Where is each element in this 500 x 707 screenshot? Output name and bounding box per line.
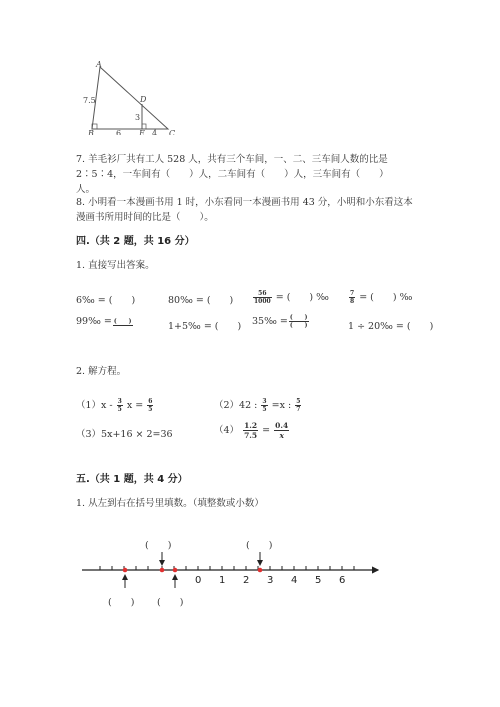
answer-56-over-1000 xyxy=(252,289,329,305)
equation-1 xyxy=(76,397,154,413)
label-c: C xyxy=(169,129,176,135)
answer-99-permil xyxy=(76,316,134,327)
fraction-numerator: 3 xyxy=(117,398,122,405)
fraction-numerator: 3 xyxy=(262,398,267,405)
section-4-q2-title: 2. 解方程。 xyxy=(76,366,127,377)
point-marker-3 xyxy=(173,568,178,573)
blank-top-2: ( ) xyxy=(246,540,273,551)
answer-1-div-20-permil: 1 ÷ 20‰ = ( ) xyxy=(348,321,434,332)
label-a: A xyxy=(96,60,102,69)
fraction-numerator-blank: ( ) xyxy=(113,317,132,325)
equation-mid: x = xyxy=(126,400,144,411)
section-5-title: 五.（共 1 题，共 4 分） xyxy=(76,474,188,485)
blank-bottom-1: ( ) xyxy=(108,597,135,608)
tick-label-6: 6 xyxy=(339,575,346,586)
equation-head: （4） xyxy=(214,425,240,436)
answer-head: 99‰ = xyxy=(76,316,112,327)
fraction-denominator: x xyxy=(279,431,284,440)
fraction-numerator: 5 xyxy=(296,398,301,405)
equation-3: （3）5x+16 × 2=36 xyxy=(76,429,173,440)
question-7-line3: 人。 xyxy=(76,184,96,195)
equation-4 xyxy=(214,421,290,440)
label-d: D xyxy=(140,95,147,104)
fraction-numerator: 0.4 xyxy=(275,421,289,430)
blank-bottom-2: ( ) xyxy=(157,597,184,608)
answer-7-over-8 xyxy=(348,289,412,305)
fraction-denominator-blank: ( ) xyxy=(289,322,308,329)
answer-6-permil: 6‰ = ( ) xyxy=(76,295,136,306)
equation-mid: = xyxy=(262,425,271,436)
tick-label-0: 0 xyxy=(195,575,202,586)
triangle-outline xyxy=(92,67,168,129)
triangle-diagram xyxy=(80,55,180,135)
question-7-line2: 2∶5∶4，一车间有（ ）人，二车间有（ ）人，三车间有（ ） xyxy=(76,169,389,180)
triangle-figure xyxy=(80,55,180,138)
fraction-denominator: 8 xyxy=(350,298,355,305)
label-e: E xyxy=(139,129,145,135)
answer-head: 35‰ = xyxy=(252,316,288,327)
question-7 xyxy=(76,152,389,197)
length-be: 6 xyxy=(116,129,122,135)
fraction-denominator: 1000 xyxy=(254,298,271,305)
point-marker-4 xyxy=(258,568,263,573)
fraction-denominator: 5 xyxy=(148,406,153,413)
tick-label-2: 2 xyxy=(243,575,250,586)
fraction-denominator: 7 xyxy=(296,406,301,413)
length-ec: 4 xyxy=(152,129,158,135)
fraction-denominator: 5 xyxy=(262,406,267,413)
equation-mid: =x : xyxy=(271,400,292,411)
fraction-numerator: 7 xyxy=(350,290,355,297)
fraction-denominator: 5 xyxy=(117,406,122,413)
length-de: 3 xyxy=(135,113,141,122)
tick-label-4: 4 xyxy=(291,575,298,586)
question-8 xyxy=(76,195,413,225)
length-ab: 7.5 xyxy=(83,96,96,105)
question-8-line2: 漫画书所用时间的比是（ ）。 xyxy=(76,212,214,223)
tick-label-3: 3 xyxy=(267,575,274,586)
answer-tail: = ( ) ‰ xyxy=(272,292,329,303)
equation-head: （2）42 : xyxy=(214,400,258,411)
tick-label-1: 1 xyxy=(219,575,226,586)
blank-top-1: ( ) xyxy=(145,540,172,551)
question-7-line1: 7. 羊毛衫厂共有工人 528 人，共有三个车间，一、二、三车间人数的比是 xyxy=(76,154,388,165)
equation-head: （1）x - xyxy=(76,400,113,411)
point-marker-2 xyxy=(160,568,165,573)
fraction-numerator-blank: ( ) xyxy=(289,314,308,321)
answer-tail: = ( ) ‰ xyxy=(356,292,413,303)
answer-80-permil: 80‰ = ( ) xyxy=(168,295,234,306)
number-line xyxy=(0,540,500,600)
fraction-numerator: 6 xyxy=(148,398,153,405)
fraction-numerator: 1.2 xyxy=(244,421,258,430)
section-4-title: 四.（共 2 题，共 16 分） xyxy=(76,236,195,247)
label-b: B xyxy=(88,129,94,135)
answer-35-permil xyxy=(252,314,310,329)
section-4-q1-title: 1. 直接写出答案。 xyxy=(76,260,155,271)
fraction-numerator: 56 xyxy=(253,290,272,298)
question-8-line1: 8. 小明看一本漫画书用 1 时，小东看同一本漫画书用 43 分，小明和小东看这本 xyxy=(76,197,413,208)
point-marker-1 xyxy=(123,568,128,573)
section-5-q1-title: 1. 从左到右在括号里填数。（填整数或小数） xyxy=(76,498,264,509)
fraction-denominator: 7.5 xyxy=(244,431,258,440)
equation-2 xyxy=(214,397,302,413)
tick-label-5: 5 xyxy=(315,575,322,586)
answer-1-plus-5-permil: 1+5‰ = ( ) xyxy=(168,321,242,332)
